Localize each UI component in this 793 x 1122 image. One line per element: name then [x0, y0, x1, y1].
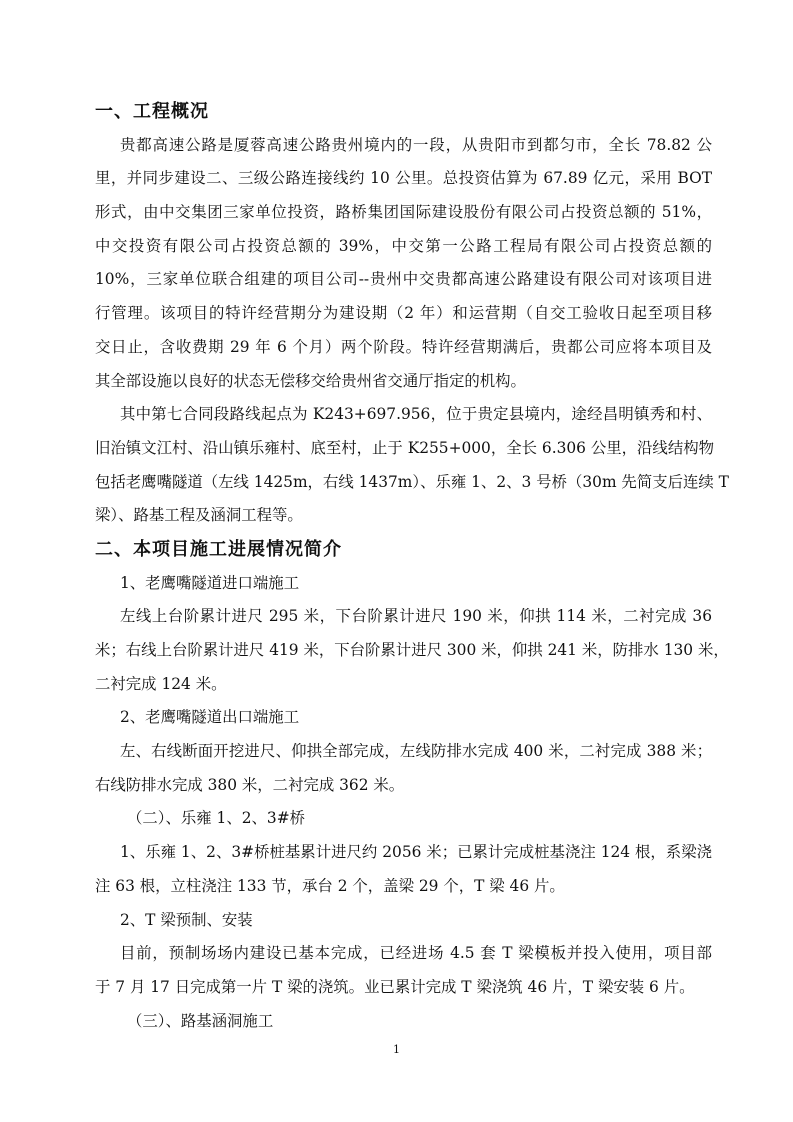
subsection-title: （二）、乐雍 1、2、3#桥 — [127, 809, 305, 828]
paragraph-line: 里，并同步建设二、三级公路连接线约 10 公里。总投资估算为 67.89 亿元，采用 BOT — [95, 169, 712, 188]
item-title: 2、T 梁预制、安装 — [120, 910, 253, 929]
paragraph-line: 左线上台阶累计进尺 295 米，下台阶累计进尺 190 米，仰拱 114 米，二衬完成 36 — [120, 607, 712, 626]
paragraph-line: 10%，三家单位联合组建的项目公司--贵州中交贵都高速公路建设有限公司对该项目进 — [95, 270, 712, 289]
paragraph-line: 右线防排水完成 380 米，二衬完成 362 米。 — [95, 775, 405, 794]
paragraph-line: 中交投资有限公司占投资总额的 39%，中交第一公路工程局有限公司占投资总额的 — [95, 236, 712, 255]
document-body — [95, 95, 729, 1038]
subsection-title: （三）、路基涵洞施工 — [127, 1011, 274, 1030]
item-title: 1、老鹰嘴隧道进口端施工 — [120, 573, 300, 592]
paragraph-line: 贵都高速公路是厦蓉高速公路贵州境内的一段，从贵阳市到都匀市，全长 78.82 公 — [120, 135, 712, 154]
paragraph-line: 米；右线上台阶累计进尺 419 米，下台阶累计进尺 300 米，仰拱 241 米，防排水 130 米， — [95, 641, 729, 659]
paragraph-line: 形式，由中交集团三家单位投资，路桥集团国际建设股份有限公司占投资总额的 51%， — [95, 203, 712, 222]
page-number: 1 — [393, 1043, 400, 1056]
paragraph-line: 注 63 根，立柱浇注 133 节，承台 2 个，盖梁 29 个，T 梁 46 片。 — [95, 876, 565, 895]
paragraph-line: 行管理。该项目的特许经营期分为建设期（2 年）和运营期（自交工验收日起至项目移 — [95, 304, 712, 323]
paragraph-line: 目前，预制场场内建设已基本完成，已经进场 4.5 套 T 梁模板并投入使用，项目部 — [120, 944, 712, 963]
paragraph-line: 于 7 月 17 日完成第一片 T 梁的浇筑。业已累计完成 T 梁浇筑 46 片，T 梁安装 6 片。 — [95, 977, 695, 996]
paragraph-line: 1、乐雍 1、2、3#桥桩基累计进尺约 2056 米；已累计完成桩基浇注 124 根，系梁浇 — [120, 843, 712, 862]
paragraph-line: 其中第七合同段路线起点为 K243+697.956，位于贵定县境内，途经昌明镇秀和村、 — [120, 405, 712, 424]
item-title: 2、老鹰嘴隧道出口端施工 — [120, 708, 300, 727]
paragraph-line: 其全部设施以良好的状态无偿移交给贵州省交通厅指定的机构。 — [95, 371, 526, 390]
paragraph-line: 二衬完成 124 米。 — [95, 674, 227, 693]
paragraph-line: 包括老鹰嘴隧道（左线 1425m，右线 1437m）、乐雍 1、2、3 号桥（30m 先简支后连续 T — [95, 472, 729, 491]
paragraph-line: 交日止，含收费期 29 年 6 个月）两个阶段。特许经营期满后，贵都公司应将本项目及 — [95, 337, 712, 356]
section-heading-overview: 一、工程概况 — [95, 101, 209, 122]
paragraph-line: 左、右线断面开挖进尺、仰拱全部完成，左线防排水完成 400 米，二衬完成 388 米； — [120, 742, 712, 761]
paragraph-line: 梁）、路基工程及涵洞工程等。 — [95, 506, 303, 525]
section-heading-progress: 二、本项目施工进展情况简介 — [95, 538, 342, 560]
paragraph-line: 旧治镇文江村、沿山镇乐雍村、底至村，止于 K255+000，全长 6.306 公里，沿线结构物 — [95, 438, 714, 457]
